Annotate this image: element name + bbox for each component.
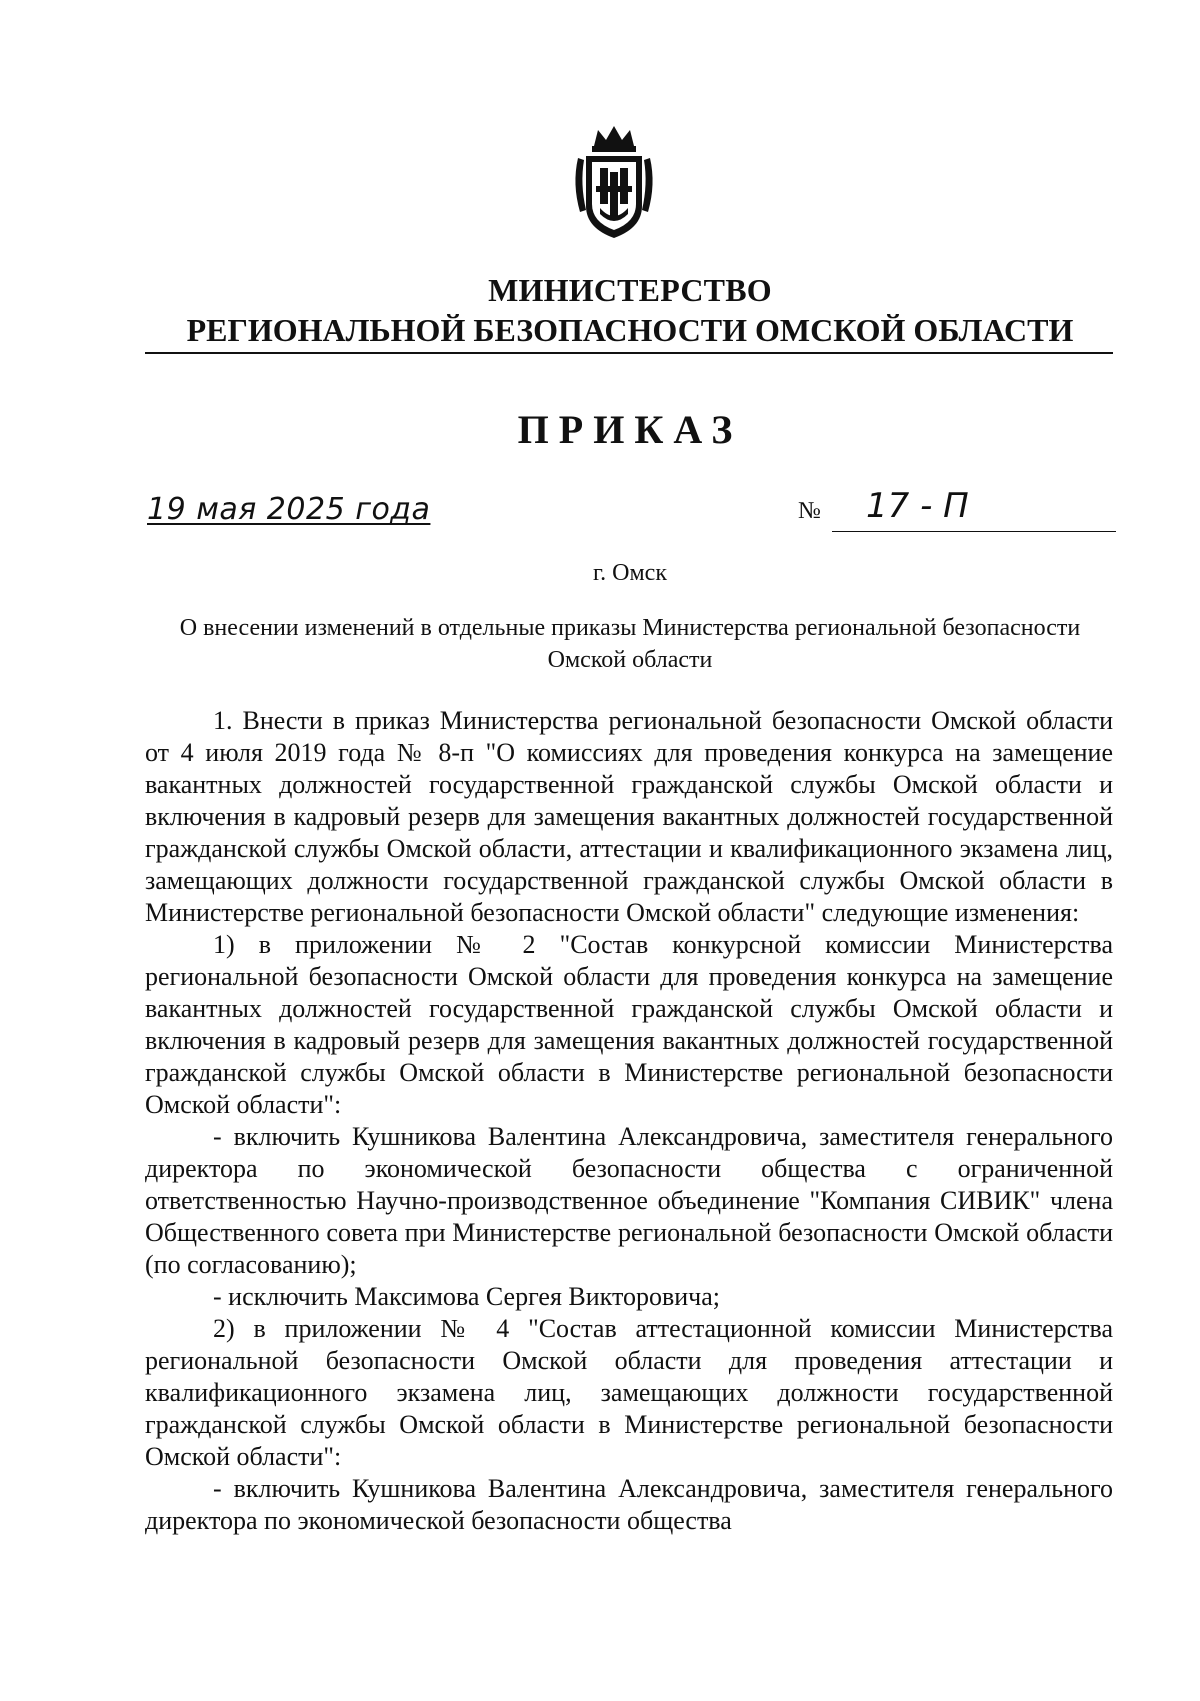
city-label: г. Омск	[593, 560, 667, 586]
handwritten-order-number: 17 - П	[866, 486, 969, 526]
paragraph: - включить Кушникова Валентина Александровича, заместителя генерального директора по экономической безопасности общества с ограниченной ответственностью Научно-производственное объединение "Компания СИВИК" члена Общественного совета при Министерстве региональной безопасности Омской области (по согласованию);	[145, 1122, 1113, 1279]
number-sign: №	[798, 498, 821, 524]
order-number-field	[798, 486, 1116, 534]
paragraph: 1) в приложении № 2 "Состав конкурсной комиссии Министерства региональной безопасности Омской области для проведения конкурса на замещение вакантных должностей государственной гражданской службы Омской области и включения в кадровый резерв для замещения вакантных должностей государственной гражданской службы Омской области в Министерстве региональной безопасности Омской области":	[145, 930, 1113, 1119]
number-underline	[832, 531, 1116, 532]
order-subject: О внесении изменений в отдельные приказы Министерства региональной безопасности Омской области	[179, 615, 1081, 673]
header-divider	[145, 352, 1113, 354]
paragraph: - включить Кушникова Валентина Александровича, заместителя генерального директора по экономической безопасности общества	[145, 1474, 1113, 1535]
paragraph: 1. Внести в приказ Министерства региональной безопасности Омской области от 4 июля 2019 года № 8-п "О комиссиях для проведения конкурса на замещение вакантных должностей государственной гражданской службы Омской области и включения в кадровый резерв для замещения вакантных должностей государственной гражданской службы Омской области, аттестации и квалификационного экзамена лиц, замещающих должности государственной гражданской службы Омской области в Министерстве региональной безопасности Омской области" следующие изменения:	[145, 706, 1113, 927]
ministry-name-line2: РЕГИОНАЛЬНОЙ БЕЗОПАСНОСТИ ОМСКОЙ ОБЛАСТИ	[186, 312, 1074, 348]
document-type-title: ПРИКАЗ	[517, 407, 743, 452]
coat-of-arms-icon	[570, 124, 658, 242]
handwritten-date: 19 мая 2025 года	[147, 492, 431, 527]
paragraph: - исключить Максимова Сергея Викторовича;	[213, 1282, 720, 1311]
order-body	[145, 705, 1113, 1537]
ministry-name-line1: МИНИСТЕРСТВО	[488, 272, 772, 308]
paragraph: 2) в приложении № 4 "Состав аттестационной комиссии Министерства региональной безопасности Омской области для проведения аттестации и квалификационного экзамена лиц, замещающих должности государственной гражданской службы Омской области в Министерстве региональной безопасности Омской области":	[145, 1314, 1113, 1471]
